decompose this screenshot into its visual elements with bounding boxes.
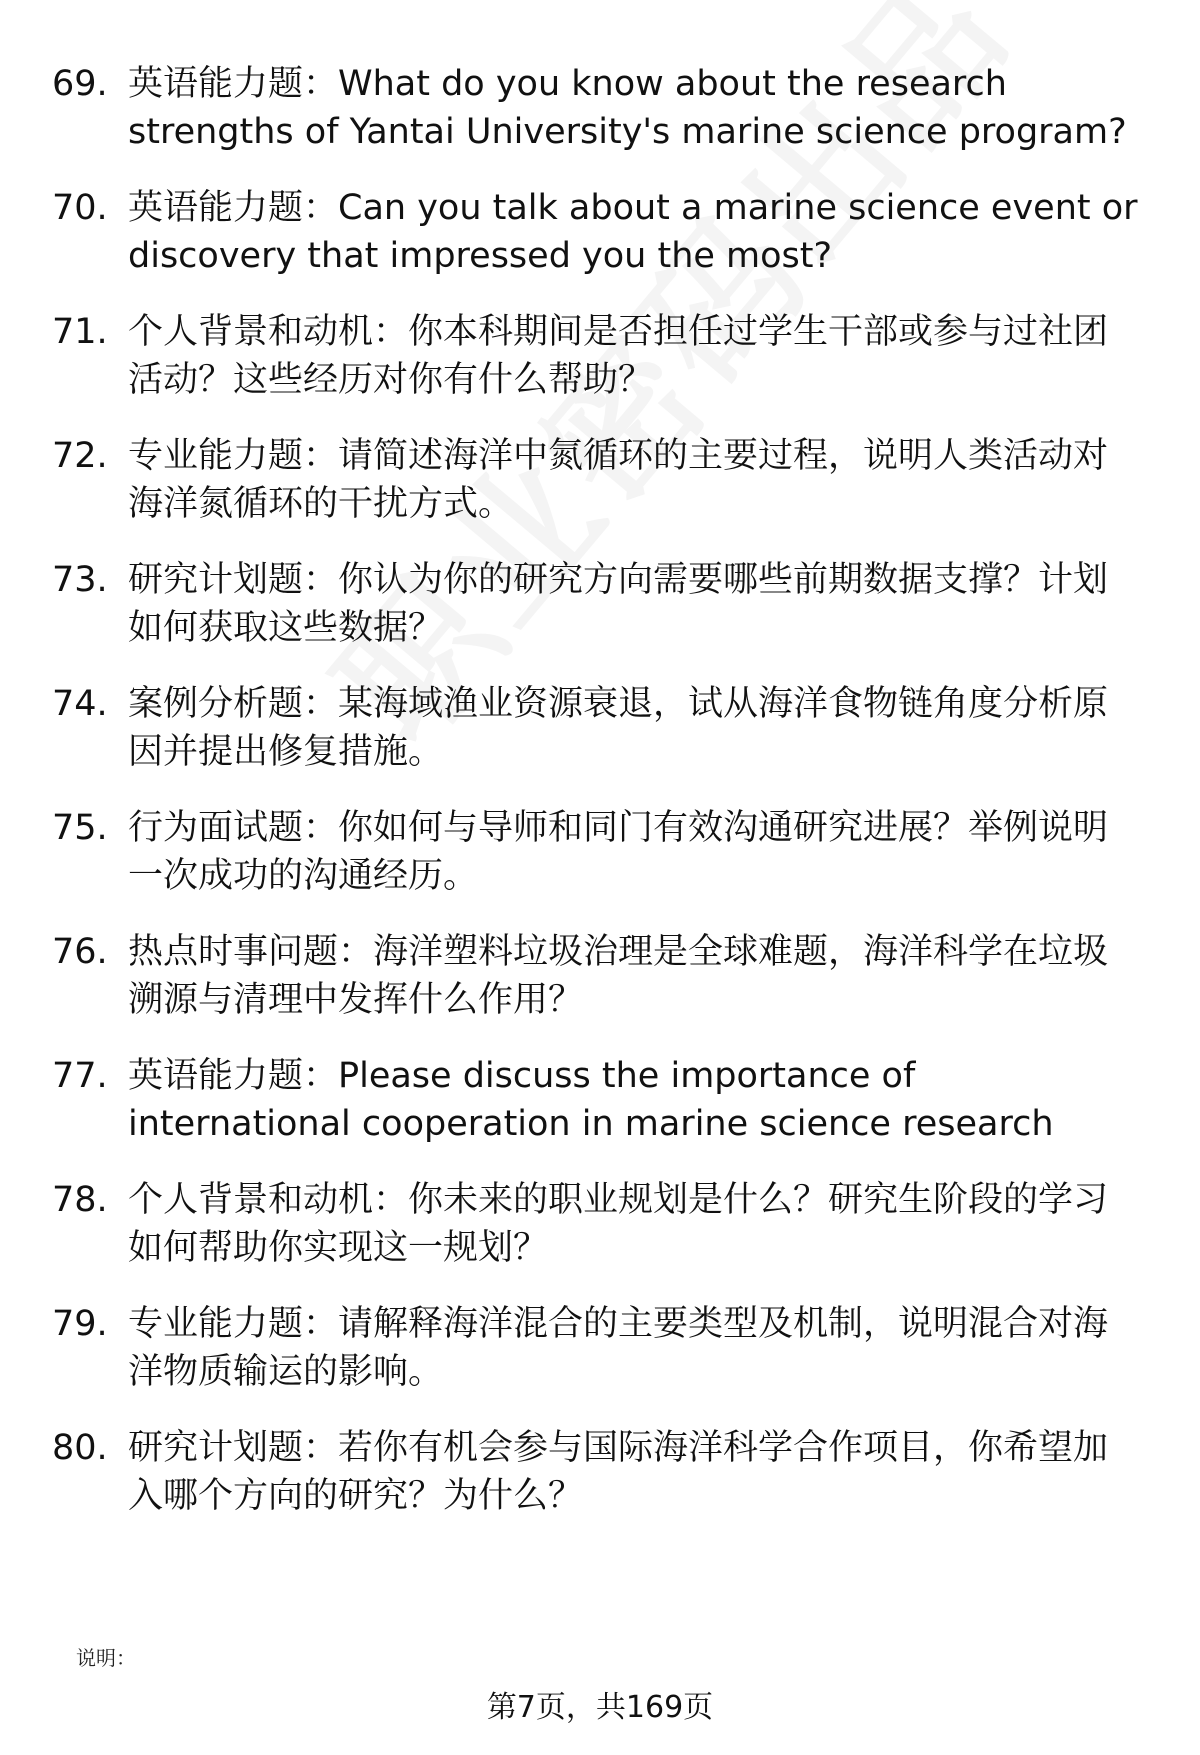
question-text: 专业能力题：请简述海洋中氮循环的主要过程，说明人类活动对海洋氮循环的干扰方式。 <box>128 436 1109 524</box>
question-item <box>52 60 1142 156</box>
question-text: 个人背景和动机：你本科期间是否担任过学生干部或参与过社团活动？这些经历对你有什么帮助？ <box>128 312 1109 400</box>
question-text: 研究计划题：你认为你的研究方向需要哪些前期数据支撑？计划如何获取这些数据？ <box>128 560 1109 648</box>
question-item <box>52 1052 1142 1148</box>
question-number: 77. <box>52 1056 108 1096</box>
question-text: 英语能力题：What do you know about the research strengths of Yantai University's marine science program? <box>128 64 1127 152</box>
question-text: 专业能力题：请解释海洋混合的主要类型及机制，说明混合对海洋物质输运的影响。 <box>128 1304 1109 1392</box>
question-list <box>52 60 1142 1548</box>
question-number: 73. <box>52 560 108 600</box>
question-number: 79. <box>52 1304 108 1344</box>
question-number: 72. <box>52 436 108 476</box>
question-item <box>52 1424 1142 1520</box>
question-text: 案例分析题：某海域渔业资源衰退，试从海洋食物链角度分析原因并提出修复措施。 <box>128 684 1109 772</box>
question-number: 76. <box>52 932 108 972</box>
question-item <box>52 804 1142 900</box>
question-number: 78. <box>52 1180 108 1220</box>
question-number: 80. <box>52 1428 108 1468</box>
question-text: 行为面试题：你如何与导师和同门有效沟通研究进展？举例说明一次成功的沟通经历。 <box>128 808 1109 896</box>
question-item <box>52 1176 1142 1272</box>
question-text: 研究计划题：若你有机会参与国际海洋科学合作项目，你希望加入哪个方向的研究？为什么？ <box>128 1428 1109 1516</box>
question-item <box>52 432 1142 528</box>
question-item <box>52 184 1142 280</box>
question-item <box>52 308 1142 404</box>
question-number: 75. <box>52 808 108 848</box>
question-number: 74. <box>52 684 108 724</box>
question-number: 69. <box>52 64 108 104</box>
page-footer: 第7页，共169页 <box>486 1690 714 1725</box>
question-item <box>52 680 1142 776</box>
question-text: 热点时事问题：海洋塑料垃圾治理是全球难题，海洋科学在垃圾溯源与清理中发挥什么作用？ <box>128 932 1109 1020</box>
note-label: 说明： <box>76 1646 136 1670</box>
question-text: 英语能力题：Please discuss the importance of international cooperation in marine science research <box>128 1056 1054 1144</box>
question-text: 个人背景和动机：你未来的职业规划是什么？研究生阶段的学习如何帮助你实现这一规划？ <box>128 1180 1109 1268</box>
question-item <box>52 556 1142 652</box>
question-item <box>52 928 1142 1024</box>
question-text: 英语能力题：Can you talk about a marine science event or discovery that impressed you the most? <box>128 188 1138 276</box>
question-number: 71. <box>52 312 108 352</box>
question-item <box>52 1300 1142 1396</box>
question-number: 70. <box>52 188 108 228</box>
